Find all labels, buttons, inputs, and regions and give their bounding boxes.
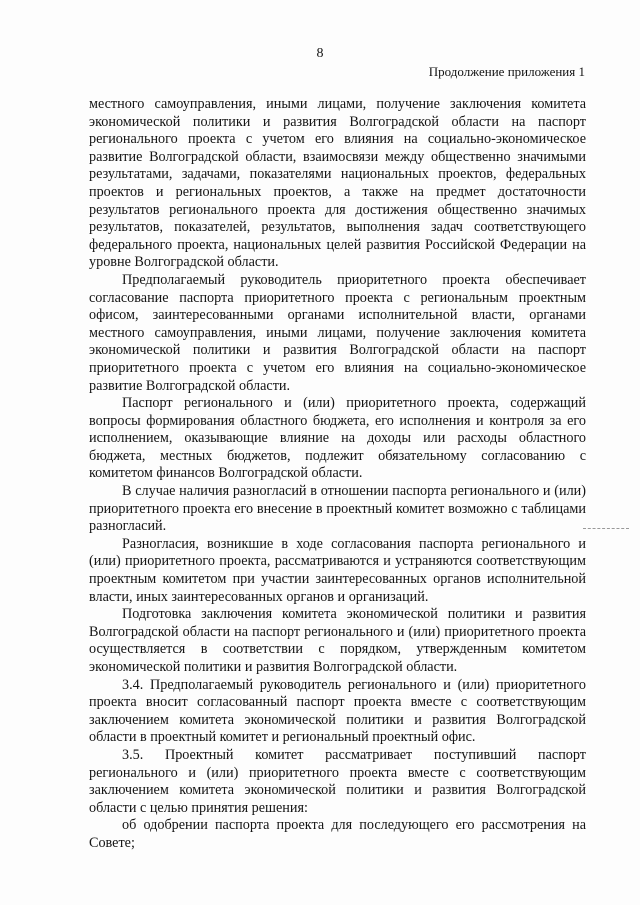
paragraph: В случае наличия разногласий в отношении паспорта регионального и (или) приоритетного проекта его внесение в проектный комитет возможно с таблицами разногласий. <box>89 483 586 535</box>
paragraph: 3.4. Предполагаемый руководитель регионального и (или) приоритетного проекта вносит согласованный паспорт проекта вместе с соответствующим заключением комитета экономической политики и развития Волгоградской области в проектный комитет и региональный проектный офис. <box>89 676 586 746</box>
paragraph: местного самоуправления, иными лицами, получение заключения комитета экономической политики и развития Волгоградской области на паспорт регионального проекта с учетом его влияния на социально-экономическое развитие Волгоградской области, взаимосвязи между общественно значимыми результатами, задачами, показателями национальных проектов, федеральных проектов и региональных проектов, а также на предмет достаточности результатов регионального проекта для достижения общественно значимых результатов, показателей, результатов, выполнения задач соответствующего федерального проекта, национальных целей развития Российской Федерации на уровне Волгоградской области. <box>89 96 586 271</box>
paragraph: Подготовка заключения комитета экономической политики и развития Волгоградской области на паспорт регионального и (или) приоритетного проекта осуществляется в соответствии с порядком, утвержденным комитетом экономической политики и развития Волгоградской области. <box>89 606 586 675</box>
page-number: 8 <box>316 46 324 61</box>
paragraph: Паспорт регионального и (или) приоритетного проекта, содержащий вопросы формирования областного бюджета, его исполнения и контроля за его исполнением, оказывающие влияние на доходы или расходы областного бюджета, местных бюджетов, подлежит обязательному согласованию с комитетом финансов Волгоградской области. <box>89 395 586 482</box>
paragraph: Предполагаемый руководитель приоритетного проекта обеспечивает согласование паспорта приоритетного проекта с региональным проектным офисом, заинтересованными органами исполнительной власти, органами местного самоуправления, иными лицами, получение заключения комитета экономической политики и развития Волгоградской области на паспорт приоритетного проекта с учетом его влияния на социально-экономическое развитие Волгоградской области. <box>89 271 586 394</box>
scan-margin-mark <box>583 528 629 529</box>
appendix-continuation-label: Продолжение приложения 1 <box>428 64 585 79</box>
paragraph: 3.5. Проектный комитет рассматривает поступивший паспорт регионального и (или) приоритетного проекта вместе с соответствующим заключением комитета экономической политики и развития Волгоградской области с целью принятия решения: <box>89 746 586 816</box>
document-body <box>89 96 586 853</box>
paragraph: об одобрении паспорта проекта для последующего его рассмотрения на Совете; <box>89 817 586 851</box>
paragraph: Разногласия, возникшие в ходе согласования паспорта регионального и (или) приоритетного проекта, рассматриваются и устраняются соответствующим проектным комитетом при участии заинтересованных органов исполнительной власти, иных заинтересованных органов и организаций. <box>89 535 586 605</box>
